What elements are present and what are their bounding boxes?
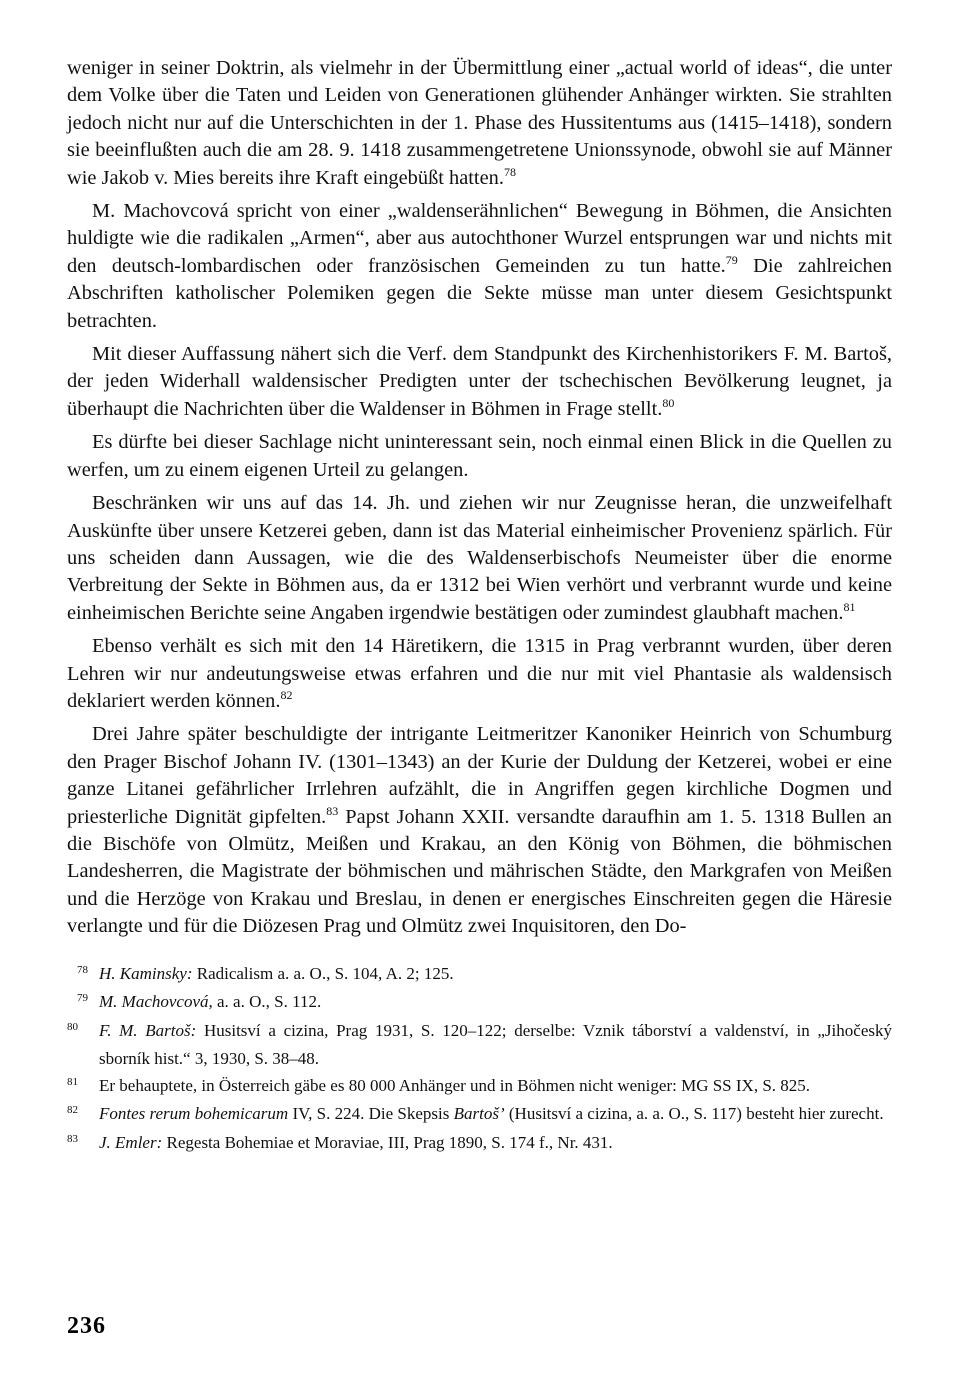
footnote-text: Husitsví a cizina, Prag 1931, S. 120–122; derselbe: Vznik táborství a valdenství, in „Jihočeský sborník hist.“ 3, 1930, S. 38–48. (99, 1020, 892, 1069)
footnote-ref[interactable]: 83 (326, 803, 339, 818)
footnote-text: Regesta Bohemiae et Moraviae, III, Prag 1890, S. 174 f., Nr. 431. (162, 1132, 613, 1152)
paragraph-text: Es dürfte bei dieser Sachlage nicht uninteressant sein, noch einmal einen Blick in die Quellen zu werfen, um zu einem eigenen Urteil zu gelangen. (67, 431, 892, 481)
page-number: 236 (67, 1313, 106, 1339)
footnote-number: 83 (67, 1132, 78, 1145)
footnote-81 (67, 1073, 892, 1102)
paragraph-5 (67, 490, 892, 627)
paragraph-text: weniger in seiner Doktrin, als vielmehr in der Übermittlung einer „actual world of ideas“, die unter dem Volke über die Taten und Leiden von Generationen glühender Anhänger wirkten. Sie strahlten jedoch nicht nur auf die Unterschichten in der 1. Phase des Hussitentums aus (1415–1418), sondern sie beeinflußten auch die am 28. 9. 1418 zusammengetretene Unionssynode, obwohl sie auf Männer wie Jakob v. Mies bereits ihre Kraft eingebüßt hatten. (67, 57, 892, 189)
footnote-text: (Husitsví a cizina, a. a. O., S. 117) besteht hier zurecht. (504, 1104, 884, 1124)
paragraph-1 (67, 55, 892, 192)
footnote-ref[interactable]: 79 (725, 252, 738, 267)
footnote-ref[interactable]: 80 (662, 395, 675, 410)
footnote-author: J. Emler: (99, 1132, 163, 1152)
footnote-80 (67, 1018, 892, 1073)
footnote-number: 79 (77, 992, 88, 1005)
footnote-ref[interactable]: 82 (280, 687, 293, 702)
paragraph-text: Drei Jahre später beschuldigte der intrigante Leitmeritzer Kanoniker Heinrich von Schumburg den Prager Bischof Johann IV. (1301–1343) an der Kurie der Duldung der Ketzerei, wobei er eine ganze Litanei gefährlicher Irrlehren aufzählt, die in Angriffen gegen kirchliche Dogmen und priesterliche Dignität gipfelten. (67, 723, 892, 828)
footnote-author: Bartoš’ (453, 1104, 505, 1124)
footnote-82 (67, 1101, 892, 1130)
paragraph-3 (67, 341, 892, 423)
footnote-text: Radicalism a. a. O., S. 104, A. 2; 125. (192, 963, 454, 983)
footnote-number: 82 (67, 1104, 78, 1117)
footnote-ref[interactable]: 81 (843, 599, 856, 614)
paragraph-7 (67, 721, 892, 940)
paragraph-4 (67, 429, 892, 484)
footnote-79 (67, 989, 892, 1018)
paragraph-text: Ebenso verhält es sich mit den 14 Häretikern, die 1315 in Prag verbrannt wurden, über deren Lehren wir nur andeutungsweise etwas erfahren und die nur mit viel Phantasie als waldensisch deklariert werden können. (67, 635, 892, 712)
footnote-78 (67, 961, 892, 990)
footnotes (67, 961, 892, 1159)
footnote-ref[interactable]: 78 (503, 164, 516, 179)
paragraph-6 (67, 633, 892, 715)
footnote-text: a. a. O., S. 112. (212, 992, 322, 1012)
footnote-number: 80 (67, 1020, 78, 1033)
footnote-text: Er behauptete, in Österreich gäbe es 80 000 Anhänger und in Böhmen nicht weniger: MG SS IX, S. 825. (99, 1075, 811, 1095)
footnote-source: Fontes rerum bohemicarum (99, 1104, 289, 1124)
footnote-author: M. Machovcová, (99, 992, 213, 1012)
footnote-number: 78 (77, 963, 88, 976)
paragraph-text: Beschränken wir uns auf das 14. Jh. und ziehen wir nur Zeugnisse heran, die unzweifelhaft Auskünfte über unsere Ketzerei geben, dann ist das Material einheimischer Provenienz spärlich. Für uns scheiden dann Aussagen, wie die des Waldenserbischofs Neumeister über die enorme Verbreitung der Sekte in Böhmen aus, da er 1312 bei Wien verhört und verbrannt wurde und keine einheimischen Berichte seine Angaben irgendwie bestätigen oder zumindest glaubhaft machen. (67, 492, 892, 624)
footnote-number: 81 (67, 1075, 78, 1088)
paragraph-text: Mit dieser Auffassung nähert sich die Verf. dem Standpunkt des Kirchenhistorikers F. M. Bartoš, der jeden Widerhall waldensischer Predigten unter der tschechischen Bevölkerung leugnet, ja überhaupt die Nachrichten über die Waldenser in Böhmen in Frage stellt. (67, 343, 892, 420)
footnote-author: F. M. Bartoš: (99, 1020, 197, 1040)
paragraph-2 (67, 198, 892, 335)
paragraph-text: Die zahlreichen Abschriften katholischer Polemiken gegen die Sekte müsse man unter diesem Gesichtspunkt betrachten. (67, 254, 892, 332)
page-body (67, 55, 892, 1158)
paragraph-text: Papst Johann XXII. versandte daraufhin am 1. 5. 1318 Bullen an die Bischöfe von Olmütz, Meißen und Krakau, an den König von Böhmen, die böhmischen Landesherren, die Magistrate der böhmischen und mährischen Städte, den Markgrafen von Meißen und die Herzöge von Krakau und Breslau, in denen er energisches Einschreiten gegen die Häresie verlangte und für die Diözesen Prag und Olmütz zwei Inquisitoren, den Do- (67, 805, 892, 938)
footnote-83 (67, 1130, 892, 1159)
footnote-text: IV, S. 224. Die Skepsis (288, 1104, 454, 1124)
footnote-author: H. Kaminsky: (99, 963, 193, 983)
paragraph-text: M. Machovcová spricht von einer „waldenserähnlichen“ Bewegung in Böhmen, die Ansichten huldigte wie die radikalen „Armen“, aber aus autochthoner Wurzel entsprungen war und nichts mit den deutsch-lombardischen oder französischen Gemeinden zu tun hatte. (67, 200, 892, 277)
